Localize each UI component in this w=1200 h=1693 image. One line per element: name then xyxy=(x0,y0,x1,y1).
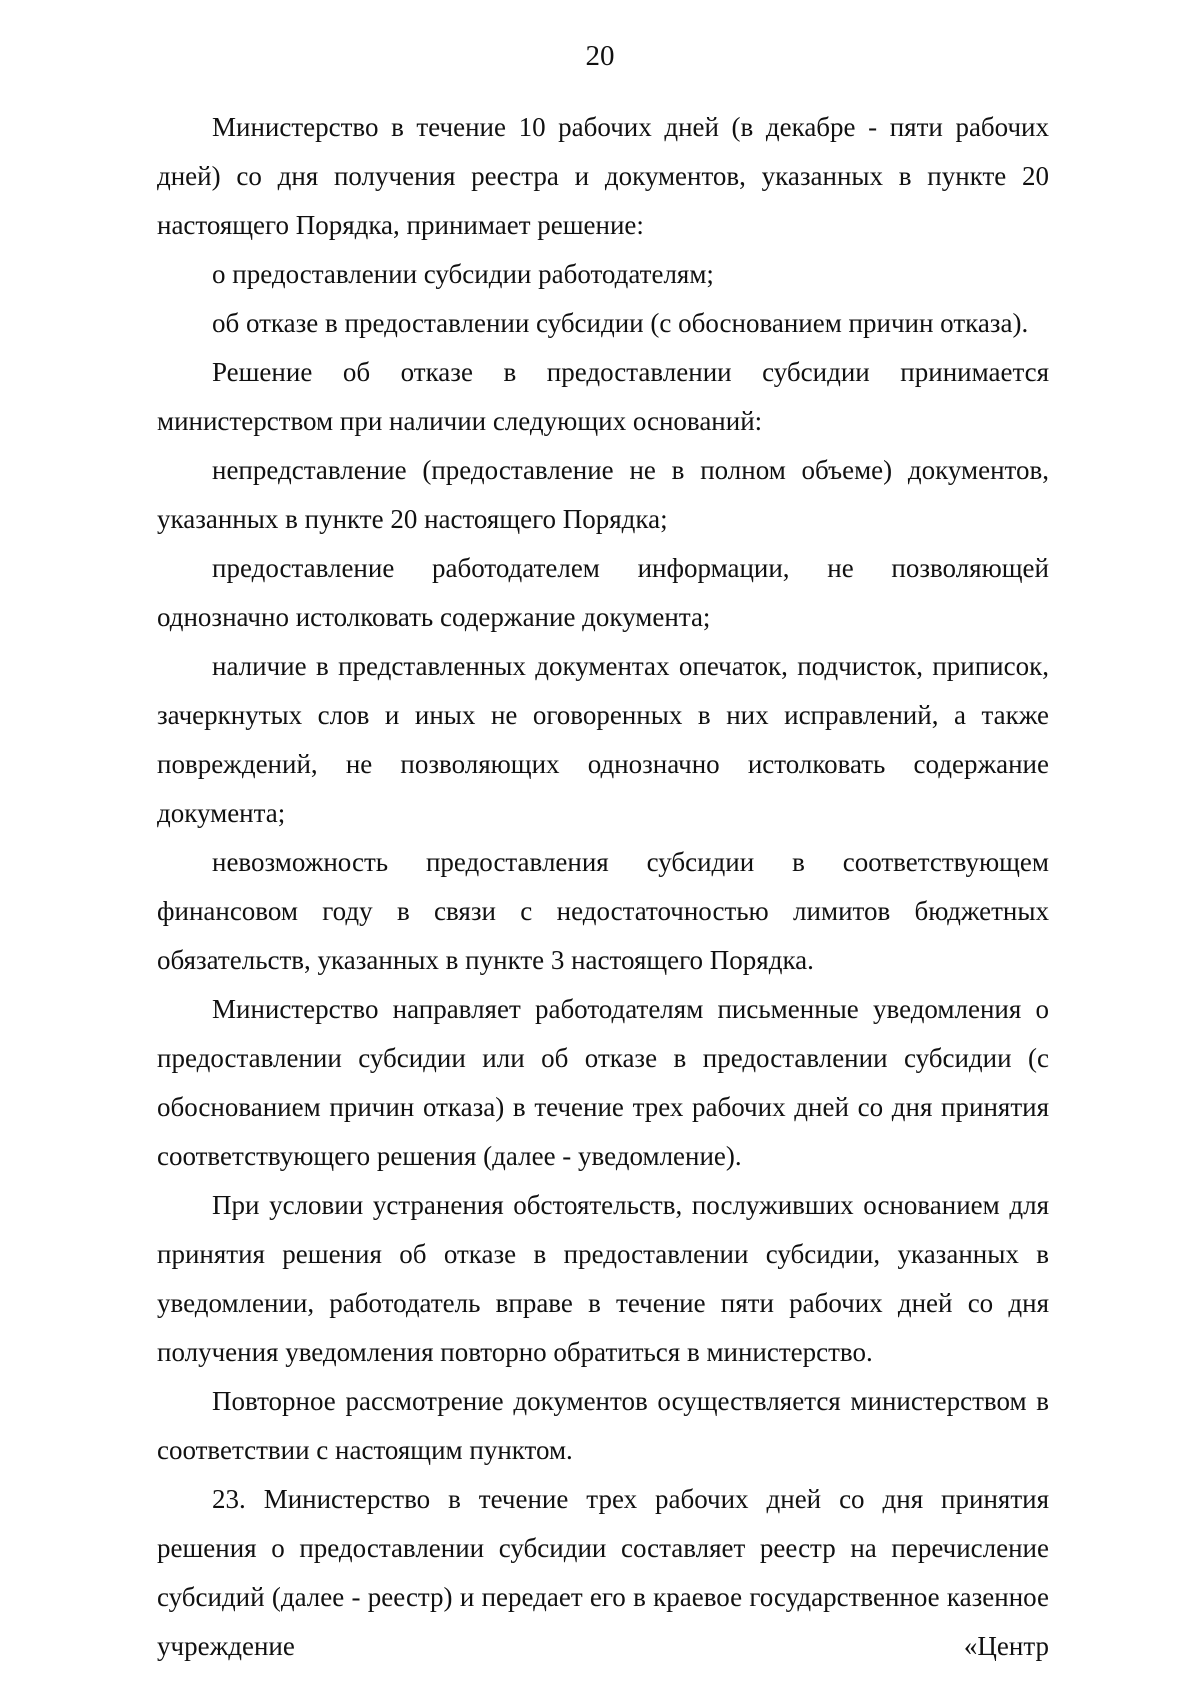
page-number: 20 xyxy=(585,40,615,72)
paragraph-option-refuse: об отказе в предоставлении субсидии (с обоснованием причин отказа). xyxy=(212,308,1029,338)
paragraph-ground-corrections: наличие в представленных документах опечаток, подчисток, приписок, зачеркнутых слов и иных не оговоренных в них исправлений, а также повреждений, не позволяющих однозначно истолковать содержание документа; xyxy=(157,651,1049,828)
paragraph-item-23: 23. Министерство в течение трех рабочих дней со дня принятия решения о предоставлении субсидии составляет реестр на перечисление субсидий (далее - реестр) и передает его в краевое государственное казенное учреждение «Центр xyxy=(157,1484,1049,1661)
paragraph-ground-missing-documents: непредставление (предоставление не в полном объеме) документов, указанных в пункте 20 настоящего Порядка; xyxy=(157,455,1049,534)
paragraph-refusal-grounds: Решение об отказе в предоставлении субсидии принимается министерством при наличии следующих оснований: xyxy=(157,357,1049,436)
paragraph-repeat-review: Повторное рассмотрение документов осуществляется министерством в соответствии с настоящим пунктом. xyxy=(157,1386,1049,1465)
paragraph-reapplication: При условии устранения обстоятельств, послуживших основанием для принятия решения об отказе в предоставлении субсидии, указанных в уведомлении, работодатель вправе в течение пяти рабочих дней со дня получения уведомления повторно обратиться в министерство. xyxy=(157,1190,1049,1367)
paragraph-ground-ambiguous-info: предоставление работодателем информации, не позволяющей однозначно истолковать содержание документа; xyxy=(157,553,1049,632)
paragraph-ground-budget-limits: невозможность предоставления субсидии в соответствующем финансовом году в связи с недостаточностью лимитов бюджетных обязательств, указанных в пункте 3 настоящего Порядка. xyxy=(157,847,1049,975)
paragraph-option-grant: о предоставлении субсидии работодателям; xyxy=(212,259,714,289)
document-body xyxy=(157,103,1049,1671)
paragraph-decision-intro: Министерство в течение 10 рабочих дней (в декабре - пяти рабочих дней) со дня получения реестра и документов, указанных в пункте 20 настоящего Порядка, принимает решение: xyxy=(157,112,1049,240)
paragraph-notification: Министерство направляет работодателям письменные уведомления о предоставлении субсидии или об отказе в предоставлении субсидии (с обоснованием причин отказа) в течение трех рабочих дней со дня принятия соответствующего решения (далее - уведомление). xyxy=(157,994,1049,1171)
